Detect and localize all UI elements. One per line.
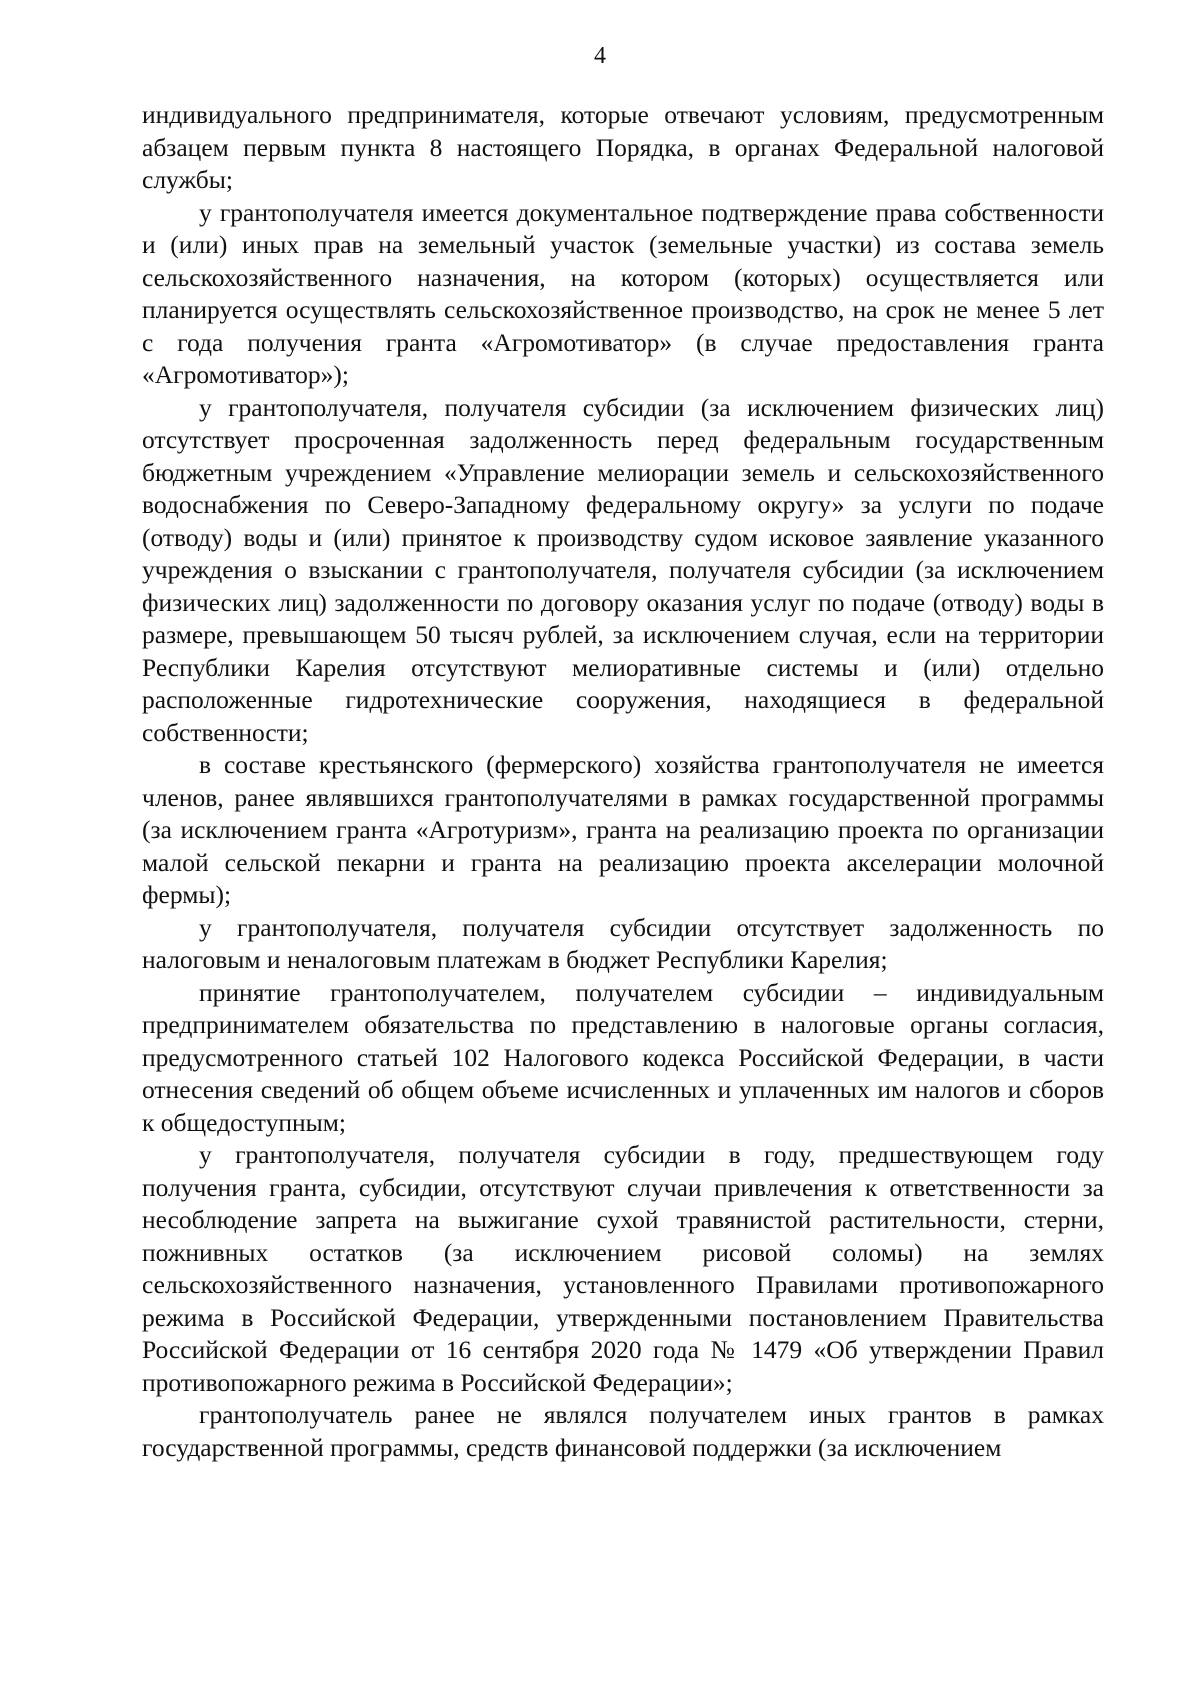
paragraph-fire-safety: у грантополучателя, получателя субсидии в году, предшествующем году получения гранта, субсидии, отсутствуют случаи привлечения к ответственности за несоблюдение запрета на выжигание сухой травянистой растительности, стерни, пожнивных остатков (за исключением рисовой соломы) на землях сельскохозяйственного назначения, установленного Правилами противопожарного режима в Российской Федерации, утвержденными постановлением Правительства Российской Федерации от 16 сентября 2020 года № 1479 «Об утверждении Правил противопожарного режима в Российской Федерации»; [142,1140,1104,1397]
paragraph-other-grants: грантополучатель ранее не являлся получателем иных грантов в рамках государственной программы, средств финансовой поддержки (за исключением [142,1400,1104,1462]
paragraph-land-rights: у грантополучателя имеется документальное подтверждение права собственности и (или) иных прав на земельный участок (земельные участки) из состава земель сельскохозяйственного назначения, на котором (которых) осуществляется или планируется осуществлять сельскохозяйственное производство, на срок не менее 5 лет с года получения гранта «Агромотиватор» (в случае предоставления гранта «Агромотиватор»); [142,197,1104,389]
paragraph-water-debt: у грантополучателя, получателя субсидии (за исключением физических лиц) отсутствует просроченная задолженность перед федеральным государственным бюджетным учреждением «Управление мелиорации земель и сельскохозяйственного водоснабжения по Северо-Западному федеральному округу» за услуги по подаче (отводу) воды и (или) принятое к производству судом исковое заявление указанного учреждения о взыскании с грантополучателя, получателя субсидии (за исключением физических лиц) задолженности по договору оказания услуг по подаче (отводу) воды в размере, превышающем 50 тысяч рублей, за исключением случая, если на территории Республики Карелия отсутствуют мелиоративные системы и (или) отдельно расположенные гидротехнические сооружения, находящиеся в федеральной собственности; [142,392,1104,747]
paragraph-farm-members: в составе крестьянского (фермерского) хозяйства грантополучателя не имеется членов, ранее являвшихся грантополучателями в рамках государственной программы (за исключением гранта «Агротуризм», гранта на реализацию проекта по организации малой сельской пекарни и гранта на реализацию проекта акселерации молочной фермы); [142,750,1104,909]
document-body [142,99,1104,1464]
paragraph-tax-consent: принятие грантополучателем, получателем субсидии – индивидуальным предпринимателем обязательства по представлению в налоговые органы согласия, предусмотренного статьей 102 Налогового кодекса Российской Федерации, в части отнесения сведений об общем объеме исчисленных и уплаченных им налогов и сборов к общедоступным; [142,977,1104,1137]
page-number: 4 [594,43,606,69]
paragraph-tax-debt: у грантополучателя, получателя субсидии отсутствует задолженность по налоговым и неналоговым платежам в бюджет Республики Карелия; [142,912,1104,974]
paragraph-continuation: индивидуального предпринимателя, которые отвечают условиям, предусмотренным абзацем первым пункта 8 настоящего Порядка, в органах Федеральной налоговой службы; [142,100,1104,194]
